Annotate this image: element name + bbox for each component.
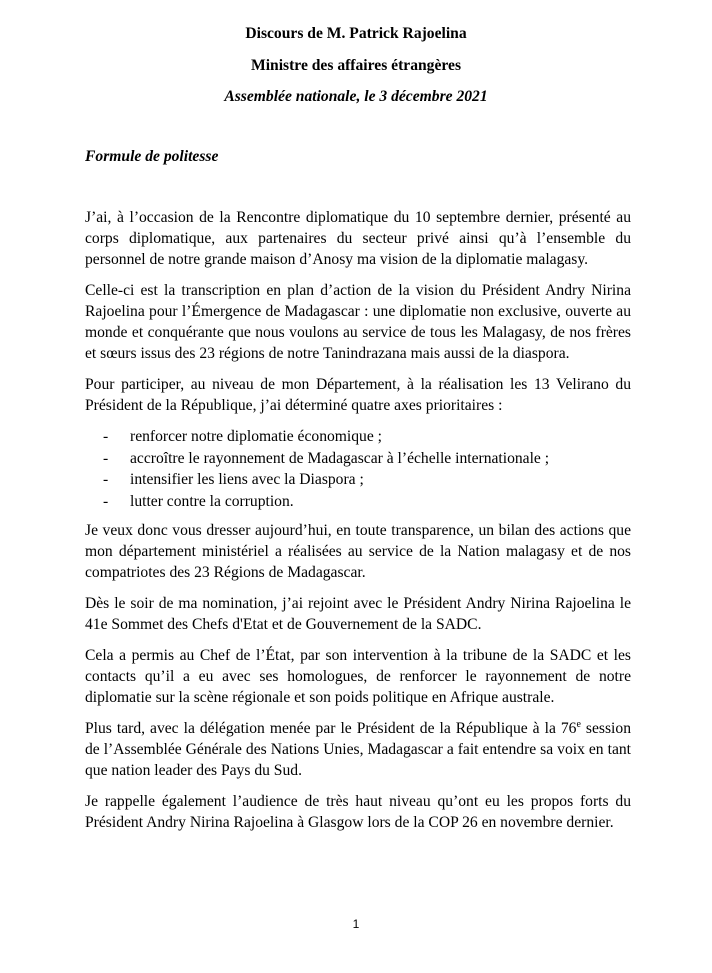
paragraph: Cela a permis au Chef de l’État, par son intervention à la tribune de la SADC et les contacts qu’il a eu avec ses homologues, de renforcer le rayonnement de notre diplomatie sur la scène régionale et son poids politique en Afrique australe. xyxy=(85,647,631,706)
document-venue-date: Assemblée nationale, le 3 décembre 2021 xyxy=(224,88,488,105)
list-item-text: intensifier les liens avec la Diaspora ; xyxy=(130,471,364,488)
paragraph-un-start: Plus tard, avec la délégation menée par le Président de la République à la 76 xyxy=(85,720,577,737)
priority-axes-list xyxy=(85,426,631,512)
paragraph: Celle-ci est la transcription en plan d’action de la vision du Président Andry Nirina Rajoelina pour l’Émergence de Madagascar : une diplomatie non exclusive, ouverte au monde et conquérante que nous voulons au service de tous les Malagasy, de nos frères et sœurs issus des 23 régions de notre Tanindrazana mais aussi de la diaspora. xyxy=(85,282,631,362)
paragraph: Je veux donc vous dresser aujourd’hui, en toute transparence, un bilan des actions que mon département ministériel a réalisées au service de la Nation malagasy et de nos compatriotes des 23 Régions de Madagascar. xyxy=(85,522,631,581)
list-item xyxy=(85,426,631,448)
ordinal-superscript: e xyxy=(576,719,581,730)
paragraph: Pour participer, au niveau de mon Département, à la réalisation les 13 Velirano du Président de la République, j’ai déterminé quatre axes prioritaires : xyxy=(85,376,631,414)
paragraph-un xyxy=(85,718,631,781)
section-title: Formule de politesse xyxy=(85,148,219,165)
speech-body xyxy=(85,207,631,843)
document-title: Discours de M. Patrick Rajoelina xyxy=(245,25,467,42)
paragraph: Je rappelle également l’audience de très haut niveau qu’ont eu les propos forts du Président Andry Nirina Rajoelina à Glasgow lors de la COP 26 en novembre dernier. xyxy=(85,793,631,831)
list-item xyxy=(85,491,631,513)
list-item-text: lutter contre la corruption. xyxy=(130,492,294,510)
paragraph: Dès le soir de ma nomination, j’ai rejoint avec le Président Andry Nirina Rajoelina le 41e Sommet des Chefs d'Etat et de Gouvernement de la SADC. xyxy=(85,595,631,633)
document-subtitle: Ministre des affaires étrangères xyxy=(250,57,462,74)
list-item-text: accroître le rayonnement de Madagascar à l’échelle internationale ; xyxy=(130,449,550,467)
list-item xyxy=(85,469,631,491)
bullet-dash: - xyxy=(103,449,109,467)
paragraph-un-end: session de l’Assemblée Générale des Nations Unies, Madagascar a fait entendre sa voix en tant que nation leader des Pays du Sud. xyxy=(85,720,631,779)
bullet-dash: - xyxy=(103,492,109,510)
page-number: 1 xyxy=(352,917,360,931)
list-item xyxy=(85,448,631,470)
bullet-dash: - xyxy=(103,471,109,488)
list-item-text: renforcer notre diplomatie économique ; xyxy=(130,428,382,445)
bullet-dash: - xyxy=(103,428,109,445)
paragraph: J’ai, à l’occasion de la Rencontre diplomatique du 10 septembre dernier, présenté au corps diplomatique, aux partenaires du secteur privé ainsi qu’à l’ensemble du personnel de notre grande maison d’Anosy ma vision de la diplomatie malagasy. xyxy=(85,209,631,268)
